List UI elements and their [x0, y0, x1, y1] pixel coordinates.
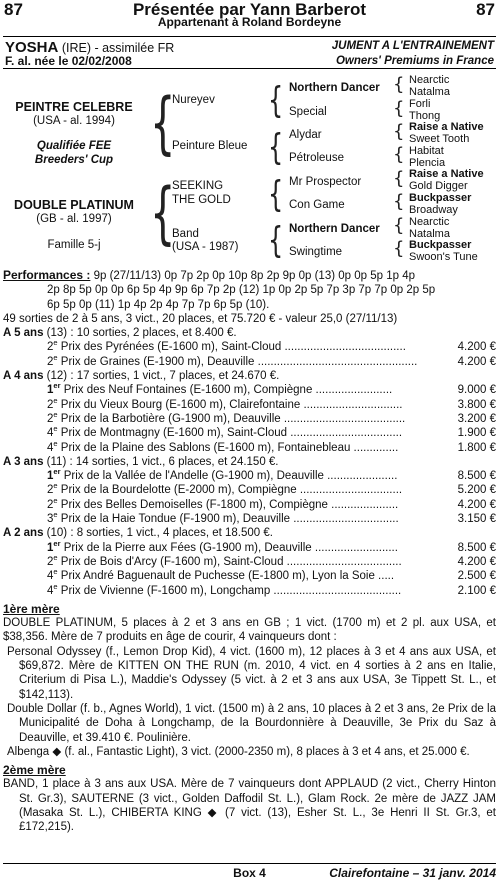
- gen4-5: Raise a Native: [409, 121, 484, 133]
- dam-info: (GB - al. 1997): [36, 213, 112, 225]
- gen4-14: Natalma: [409, 228, 450, 240]
- brace-g3-3: {: [393, 121, 405, 142]
- race-result: [3, 555, 496, 569]
- performances-label: Performances :: [3, 268, 91, 282]
- gen3-petroleuse: Pétroleuse: [289, 152, 344, 164]
- sale-place-date: Clairefontaine – 31 janv. 2014: [329, 866, 496, 880]
- second-dam-heading: 2ème mère: [3, 763, 66, 778]
- race-title: Prix de Vivienne (F-1600 m), Longchamp ........................................: [57, 584, 402, 597]
- brace-peinture-bleue: {: [268, 126, 284, 168]
- race-title: Prix des Belles Demoiselles (F-1800 m), Compiègne .....................: [57, 498, 399, 511]
- brace-g3-7: {: [393, 215, 405, 236]
- performances-line-2: 2p 8p 5p 0p 0p 6p 5p 4p 9p 6p 7p 2p (12) 1p 0p 2p 5p 7p 3p 7p 7p 0p 2p 5p: [47, 284, 436, 297]
- race-position-suffix: er: [53, 469, 61, 477]
- race-name: [47, 412, 448, 426]
- brace-g3-8: {: [393, 238, 405, 259]
- sire-note-2: Breeders' Cup: [34, 154, 114, 166]
- gen4-3: Forli: [409, 98, 431, 110]
- race-name: [47, 441, 448, 455]
- race-result: [3, 398, 496, 412]
- race-result: [3, 469, 496, 483]
- race-name: [47, 483, 448, 497]
- year-summary: [3, 455, 496, 469]
- race-result: [3, 569, 496, 583]
- dam-family: Famille 5-j: [47, 239, 101, 251]
- gen3-mr-prospector: Mr Prospector: [289, 176, 362, 188]
- race-prize: 1.800 €: [457, 441, 496, 454]
- gen3-swingtime: Swingtime: [289, 246, 343, 258]
- race-position: 4: [47, 570, 54, 583]
- year-label: A 2 ans: [3, 527, 44, 540]
- race-position: 2: [47, 555, 54, 568]
- race-position-suffix: e: [53, 569, 58, 577]
- gen4-11: Buckpasser: [409, 192, 472, 204]
- race-position-suffix: e: [53, 483, 58, 491]
- horse-name: YOSHA: [5, 39, 59, 56]
- race-position-suffix: e: [53, 397, 58, 405]
- produce-personal-odyssey: Personal Odyssey (f., Lemon Drop Kid), 4 vict. (1600 m), 12 places à 3 et 4 ans aux USA, et $69,872. Mère de KITTEN ON THE RUN (m. 2010, 4 vict. en 4 sorties à 2 ans en Italie, Criterium di Pisa L.), Maddie's Odyssey (5 vict. à 2 et 3 ans aux USA, 3e Tippett St. L., et $142,113).: [7, 645, 496, 701]
- catalogue-header: [4, 0, 495, 28]
- race-prize: 4.200 €: [457, 341, 496, 354]
- brace-g3-2: {: [393, 98, 405, 119]
- race-position: 1: [47, 541, 54, 554]
- year-summary: [3, 526, 496, 540]
- race-prize: 4.200 €: [457, 498, 496, 511]
- gen4-10: Gold Digger: [409, 180, 468, 192]
- performances-block: [3, 268, 496, 283]
- race-prize: 5.200 €: [457, 484, 496, 497]
- sire-name: PEINTRE CELEBRE: [15, 100, 133, 114]
- race-name: [47, 340, 448, 354]
- race-result: [3, 498, 496, 512]
- second-dam-text: BAND, 1 place à 3 ans aux USA. Mère de 7 vainqueurs dont APPLAUD (2 vict., Cherry Hinton St. Gr.3), SAUTERNE (3 vict., Golden Daffodil St. L.), Glam Rock. 2e mère de JAZZ JAM (Masaka St. L.), CHIBERTA KING ◆ (7 vict. (13), Esher St. L., 3e Henri II St. Gr.3, et £172,215).: [3, 778, 496, 834]
- race-name: [47, 555, 448, 569]
- box-number: Box 4: [233, 866, 266, 880]
- race-position-suffix: e: [53, 497, 58, 505]
- race-result: [3, 355, 496, 369]
- sire-info: (USA - al. 1994): [33, 115, 115, 127]
- sire-note-1: Qualifiée FEE: [36, 140, 112, 152]
- horse-origin: (IRE) - assimilée FR: [61, 41, 175, 55]
- race-title: Prix de la Haie Tondue (F-1900 m), Deauville .................................: [57, 513, 399, 526]
- race-result: [3, 412, 496, 426]
- gen3-northern-dancer-1: Northern Dancer: [289, 82, 380, 94]
- gen2-band: Band: [172, 228, 199, 240]
- race-name: [47, 541, 448, 555]
- race-title: Prix de la Vallée de l'Andelle (G-1900 m), Deauville ......................: [60, 470, 398, 483]
- race-position-suffix: e: [53, 354, 58, 362]
- gen3-northern-dancer-2: Northern Dancer: [289, 223, 380, 235]
- performances-summary: 49 sorties de 2 à 5 ans, 3 vict., 20 places, et 75.720 € - valeur 25,0 (27/11/13): [3, 312, 398, 325]
- race-position: 2: [47, 398, 54, 411]
- race-result: [3, 383, 496, 397]
- race-name: [47, 426, 448, 440]
- race-position-suffix: e: [53, 426, 58, 434]
- horse-birth: F. al. née le 02/02/2008: [5, 54, 132, 68]
- race-position: 4: [47, 441, 54, 454]
- produce-double-dollar: Double Dollar (f. b., Agnes World), 1 vict. (1500 m) à 2 ans, 10 places à 2 et 3 ans, 2e Prix de la Municipalité de Doha à Longchamp, de la Bourdonnière à Deauville, 3e Prix du Saz à Deauville, et 39.410 €. Poulinière.: [7, 702, 496, 744]
- race-prize: 9.000 €: [457, 384, 496, 397]
- brace-g3-1: {: [393, 74, 405, 95]
- race-name: [47, 498, 448, 512]
- race-result: [3, 340, 496, 354]
- gen4-8: Plencia: [409, 157, 446, 169]
- race-prize: 2.500 €: [457, 570, 496, 583]
- gen4-6: Sweet Tooth: [409, 133, 470, 145]
- race-position: 2: [47, 341, 54, 354]
- race-title: Prix de la Plaine des Sablons (E-1600 m), Fontainebleau ..............: [57, 441, 399, 454]
- race-prize: 3.150 €: [457, 513, 496, 526]
- race-position-suffix: er: [53, 383, 61, 391]
- gen2-seeking: SEEKING: [172, 180, 224, 192]
- race-position-suffix: e: [53, 512, 58, 520]
- gen2-the-gold: THE GOLD: [172, 194, 231, 206]
- year-stats: (10) : 8 sorties, 1 vict., 4 places, et 18.500 €.: [43, 527, 273, 540]
- race-name: [47, 569, 448, 583]
- gen3-con-game: Con Game: [289, 199, 345, 211]
- race-title: Prix des Pyrénées (E-1600 m), Saint-Cloud ......................................: [57, 341, 406, 354]
- race-name: [47, 355, 448, 369]
- race-title: Prix André Baguenault de Puchesse (E-1800 m), Lyon la Soie .....: [57, 570, 395, 583]
- gen4-7: Habitat: [409, 145, 444, 157]
- race-position: 2: [47, 412, 54, 425]
- race-position-suffix: e: [53, 554, 58, 563]
- race-prize: 4.200 €: [457, 355, 496, 368]
- brace-g3-6: {: [393, 191, 405, 212]
- race-prize: 3.800 €: [457, 398, 496, 411]
- race-position-suffix: e: [53, 583, 58, 591]
- year-label: A 5 ans: [3, 327, 44, 340]
- race-position: 1: [47, 384, 54, 397]
- year-label: A 3 ans: [3, 455, 44, 468]
- gen2-peinture-bleue: Peinture Bleue: [172, 140, 248, 152]
- race-position: 2: [47, 355, 54, 368]
- gen4-15: Buckpasser: [409, 239, 472, 251]
- brace-sire: {: [150, 84, 176, 164]
- gen3-special: Special: [289, 106, 327, 118]
- race-title: Prix de Bois d'Arcy (F-1600 m), Saint-Cloud ....................................: [57, 555, 402, 568]
- race-position-suffix: e: [53, 411, 58, 420]
- gen4-16: Swoon's Tune: [409, 251, 478, 263]
- race-position-suffix: e: [53, 440, 58, 448]
- brace-g3-5: {: [393, 168, 405, 189]
- gen4-9: Raise a Native: [409, 168, 484, 180]
- gen4-12: Broadway: [409, 204, 458, 216]
- race-name: [47, 469, 448, 483]
- lot-number-right: 87: [476, 0, 495, 19]
- race-prize: 8.500 €: [457, 541, 496, 554]
- brace-dam: {: [150, 174, 176, 254]
- race-prize: 3.200 €: [457, 412, 496, 425]
- horse-status: JUMENT A L'ENTRAINEMENT: [331, 40, 494, 52]
- race-position: 1: [47, 470, 54, 483]
- race-position: 2: [47, 498, 54, 511]
- year-summary: [3, 369, 496, 383]
- race-position-suffix: er: [53, 540, 61, 548]
- brace-seeking-the-gold: {: [268, 173, 284, 215]
- gen2-nureyev: Nureyev: [172, 94, 215, 106]
- race-result: [3, 426, 496, 440]
- race-title: Prix du Vieux Bourg (E-1600 m), Clairefontaine ...............................: [57, 398, 403, 411]
- year-summary: [3, 326, 496, 340]
- gen4-4: Thong: [409, 110, 441, 122]
- race-name: [47, 383, 448, 397]
- race-prize: 1.900 €: [457, 427, 496, 440]
- year-stats: (11) : 14 sorties, 1 vict., 6 places, et 24.150 €.: [43, 455, 279, 468]
- gen4-1: Nearctic: [409, 74, 450, 86]
- race-prize: 8.500 €: [457, 470, 496, 483]
- owner-line: Appartenant à Roland Bordeyne: [157, 15, 342, 29]
- year-stats: (12) : 17 sorties, 1 vict., 7 places, et 24.670 €.: [43, 370, 280, 383]
- catalogue-footer: [3, 863, 496, 881]
- race-position-suffix: e: [53, 340, 58, 348]
- brace-nureyev: {: [268, 79, 284, 121]
- race-position: 4: [47, 584, 54, 597]
- race-name: [47, 512, 448, 526]
- performances-line-3: 6p 5p 0p (11) 1p 4p 2p 4p 7p 7p 6p 5p (10).: [47, 298, 270, 311]
- page-title: Présentée par Yann Barberot: [132, 0, 367, 19]
- race-title: Prix de la Pierre aux Fées (G-1900 m), Deauville ..........................: [60, 541, 398, 554]
- horse-premiums: Owners' Premiums in France: [335, 55, 494, 67]
- race-prize: 2.100 €: [457, 584, 496, 597]
- year-results: [3, 326, 496, 598]
- year-stats: (13) : 10 sorties, 2 places, et 8.400 €.: [43, 327, 237, 340]
- racing-record: [3, 268, 496, 835]
- gen2-band-info: (USA - 1987): [172, 241, 239, 253]
- race-position: 2: [47, 484, 54, 497]
- race-name: [47, 584, 448, 598]
- performances-line-1: 9p (27/11/13) 0p 7p 2p 0p 10p 8p 2p 9p 0p (13) 0p 0p 5p 1p 4p: [93, 270, 415, 282]
- race-result: [3, 541, 496, 555]
- gen4-13: Nearctic: [409, 216, 450, 228]
- race-prize: 4.200 €: [457, 555, 496, 568]
- race-name: [47, 398, 448, 412]
- gen4-2: Natalma: [409, 86, 450, 98]
- race-title: Prix de la Barbotière (G-1900 m), Deauville ......................................: [57, 412, 406, 425]
- first-dam-text: DOUBLE PLATINUM, 5 places à 2 et 3 ans en GB ; 1 vict. (1700 m) et 2 pl. aux USA, et $38,356. Mère de 7 produits en âge de courir, 4 vainqueurs dont :: [3, 617, 496, 644]
- horse-identity: [3, 36, 496, 69]
- brace-band: {: [268, 219, 284, 261]
- race-result: [3, 441, 496, 455]
- pedigree-table: [0, 72, 499, 267]
- race-title: Prix de Graines (E-1900 m), Deauville ..................................................: [57, 355, 418, 368]
- race-result: [3, 584, 496, 598]
- brace-g3-4: {: [393, 144, 405, 165]
- race-position: 4: [47, 427, 54, 440]
- dam-name: DOUBLE PLATINUM: [14, 198, 134, 212]
- race-title: Prix de la Bourdelotte (E-2000 m), Compiègne ................................: [57, 484, 403, 497]
- first-dam-heading: 1ère mère: [3, 601, 60, 616]
- race-position: 3: [47, 513, 54, 526]
- produce-albenga: Albenga ◆ (f. al., Fantastic Light), 3 vict. (2000-2350 m), 8 places à 3 et 4 ans, et 25.000 €.: [7, 745, 470, 758]
- race-title: Prix des Neuf Fontaines (E-1600 m), Compiègne ........................: [60, 384, 393, 397]
- gen3-alydar: Alydar: [289, 129, 322, 141]
- race-result: [3, 483, 496, 497]
- race-result: [3, 512, 496, 526]
- race-title: Prix de Montmagny (E-1600 m), Saint-Cloud ...................................: [57, 427, 403, 440]
- lot-number-left: 87: [4, 0, 23, 19]
- year-label: A 4 ans: [3, 370, 44, 383]
